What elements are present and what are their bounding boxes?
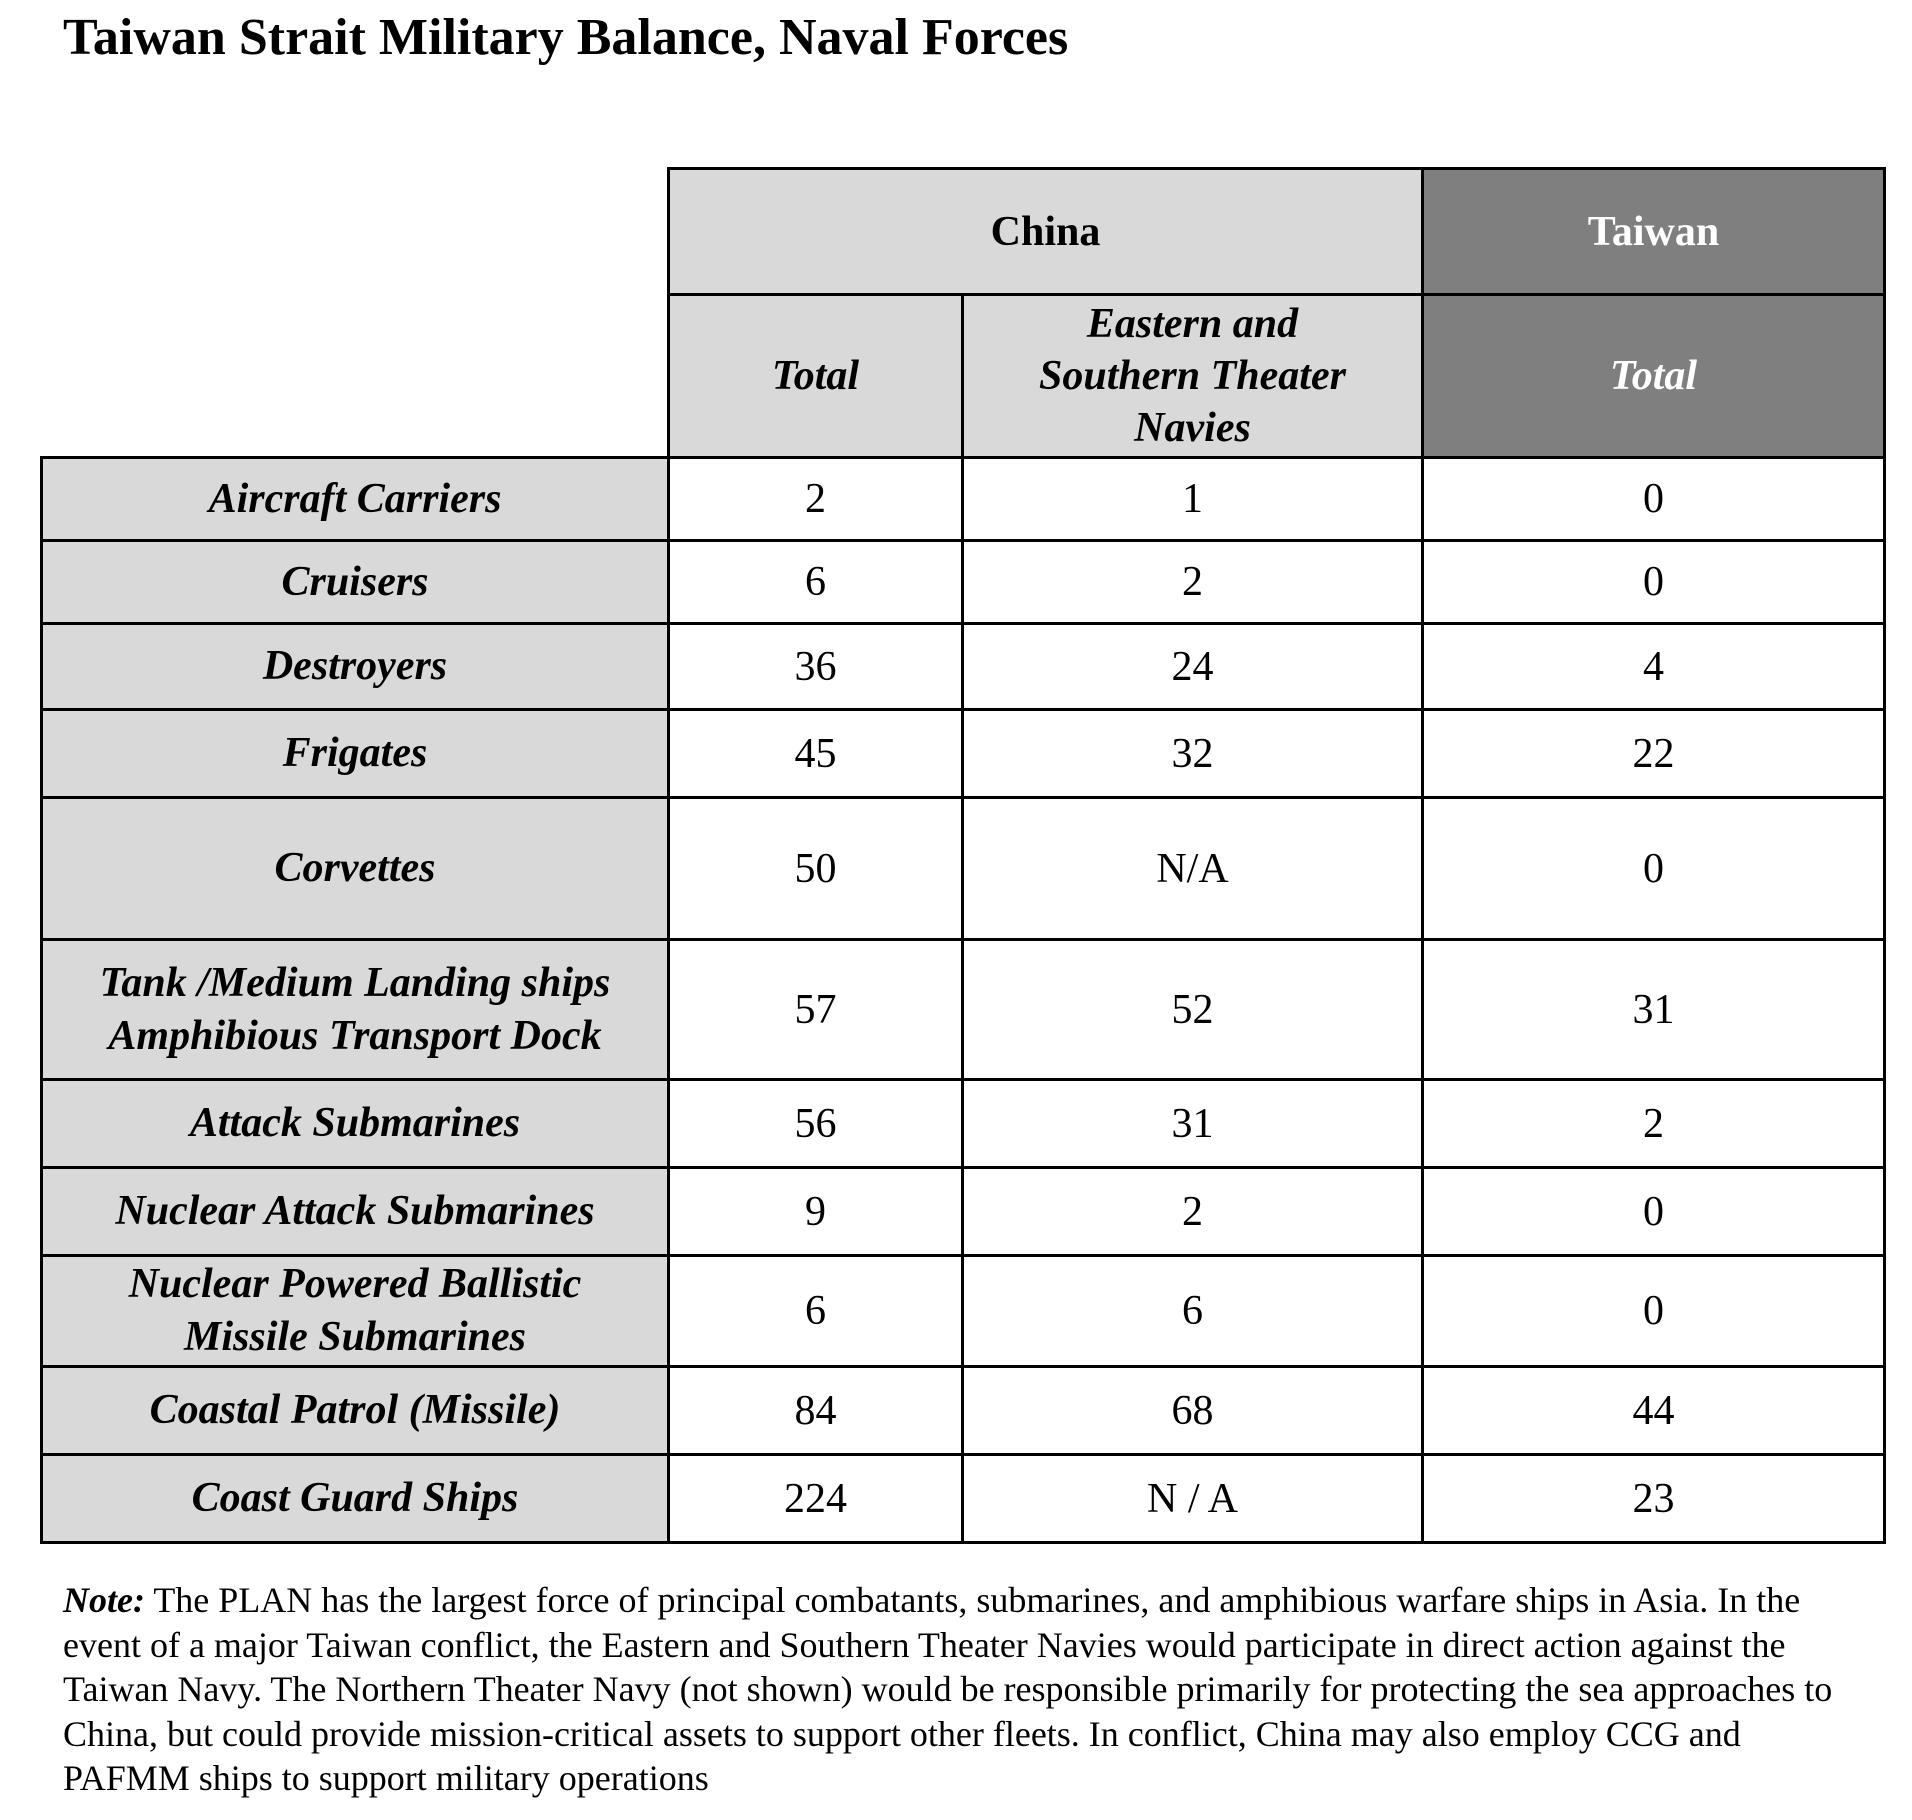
table-row	[42, 541, 1885, 624]
header-china-theater-line: Eastern and	[1086, 301, 1299, 347]
row-label	[42, 1256, 669, 1367]
cell-taiwan-total: 44	[1423, 1367, 1885, 1455]
header-row-countries	[42, 169, 1885, 295]
row-label-line: Nuclear Powered Ballistic	[128, 1261, 582, 1307]
row-label	[42, 710, 669, 798]
cell-china-total: 84	[669, 1367, 963, 1455]
cell-taiwan-total: 0	[1423, 541, 1885, 624]
cell-china-theater: 24	[963, 624, 1423, 710]
cell-china-theater: N/A	[963, 798, 1423, 940]
cell-taiwan-total: 4	[1423, 624, 1885, 710]
row-label	[42, 1455, 669, 1543]
header-china-theater	[963, 295, 1423, 458]
row-label	[42, 624, 669, 710]
cell-china-total: 6	[669, 541, 963, 624]
note-label: Note:	[63, 1580, 145, 1620]
table-row	[42, 1080, 1885, 1168]
table-row	[42, 798, 1885, 940]
cell-taiwan-total: 2	[1423, 1080, 1885, 1168]
row-label-line: Amphibious Transport Dock	[108, 1012, 602, 1059]
cell-china-theater: 2	[963, 541, 1423, 624]
table-body	[42, 458, 1885, 1543]
cell-china-total: 9	[669, 1168, 963, 1256]
cell-taiwan-total: 0	[1423, 458, 1885, 541]
cell-china-theater: 68	[963, 1367, 1423, 1455]
cell-taiwan-total: 23	[1423, 1455, 1885, 1543]
cell-china-total: 50	[669, 798, 963, 940]
row-label-line: Frigates	[282, 730, 428, 776]
table-row	[42, 710, 1885, 798]
cell-china-theater: 6	[963, 1256, 1423, 1367]
cell-china-total: 2	[669, 458, 963, 541]
note-text: The PLAN has the largest force of principal combatants, submarines, and amphibious warfare ships in Asia. In the event of a major Taiwan conflict, the Eastern and Southern Theater Navies would participate in direct action against the Taiwan Navy. The Northern Theater Navy (not shown) would be responsible primarily for protecting the sea approaches to China, but could provide mission-critical assets to support other fleets. In conflict, China may also employ CCG and PAFMM ships to support military operations	[63, 1580, 1833, 1799]
header-china-theater-line: Navies	[1134, 405, 1251, 451]
cell-china-total: 6	[669, 1256, 963, 1367]
cell-china-total: 45	[669, 710, 963, 798]
table-row	[42, 1367, 1885, 1455]
cell-china-total: 224	[669, 1455, 963, 1543]
cell-taiwan-total: 0	[1423, 1168, 1885, 1256]
header-blank-cell	[42, 169, 669, 458]
row-label-line: Nuclear Attack Submarines	[115, 1188, 595, 1234]
row-label-line: Destroyers	[262, 643, 448, 689]
row-label-line: Cruisers	[281, 558, 429, 605]
table-note	[63, 1578, 1863, 1801]
row-label-line: Coastal Patrol (Missile)	[149, 1387, 561, 1433]
header-taiwan-total: Total	[1423, 295, 1885, 458]
row-label	[42, 1080, 669, 1168]
table-row	[42, 1256, 1885, 1367]
header-china-total: Total	[669, 295, 963, 458]
table-row	[42, 624, 1885, 710]
cell-china-theater: 2	[963, 1168, 1423, 1256]
header-china-theater-line: Southern Theater	[1039, 353, 1346, 399]
row-label	[42, 458, 669, 541]
cell-china-total: 36	[669, 624, 963, 710]
table-row	[42, 1168, 1885, 1256]
header-taiwan: Taiwan	[1423, 169, 1885, 295]
cell-china-theater: N / A	[963, 1455, 1423, 1543]
row-label	[42, 1168, 669, 1256]
row-label-line: Coast Guard Ships	[191, 1475, 519, 1521]
row-label	[42, 1367, 669, 1455]
row-label-line: Corvettes	[274, 845, 436, 891]
cell-taiwan-total: 31	[1423, 940, 1885, 1080]
cell-china-total: 57	[669, 940, 963, 1080]
cell-china-theater: 32	[963, 710, 1423, 798]
cell-china-theater: 52	[963, 940, 1423, 1080]
row-label-line: Attack Submarines	[189, 1100, 521, 1146]
row-label-line: Aircraft Carriers	[208, 475, 502, 522]
table-row	[42, 940, 1885, 1080]
table-row	[42, 458, 1885, 541]
cell-taiwan-total: 0	[1423, 1256, 1885, 1367]
page-title: Taiwan Strait Military Balance, Naval Forces	[63, 9, 1069, 66]
table-row	[42, 1455, 1885, 1543]
header-china: China	[669, 169, 1423, 295]
row-label-line: Missile Submarines	[184, 1314, 526, 1360]
cell-taiwan-total: 0	[1423, 798, 1885, 940]
cell-taiwan-total: 22	[1423, 710, 1885, 798]
cell-china-total: 56	[669, 1080, 963, 1168]
cell-china-theater: 1	[963, 458, 1423, 541]
row-label	[42, 940, 669, 1080]
row-label	[42, 798, 669, 940]
cell-china-theater: 31	[963, 1080, 1423, 1168]
naval-balance-table	[40, 167, 1886, 1544]
row-label	[42, 541, 669, 624]
row-label-line: Tank /Medium Landing ships	[99, 959, 611, 1006]
